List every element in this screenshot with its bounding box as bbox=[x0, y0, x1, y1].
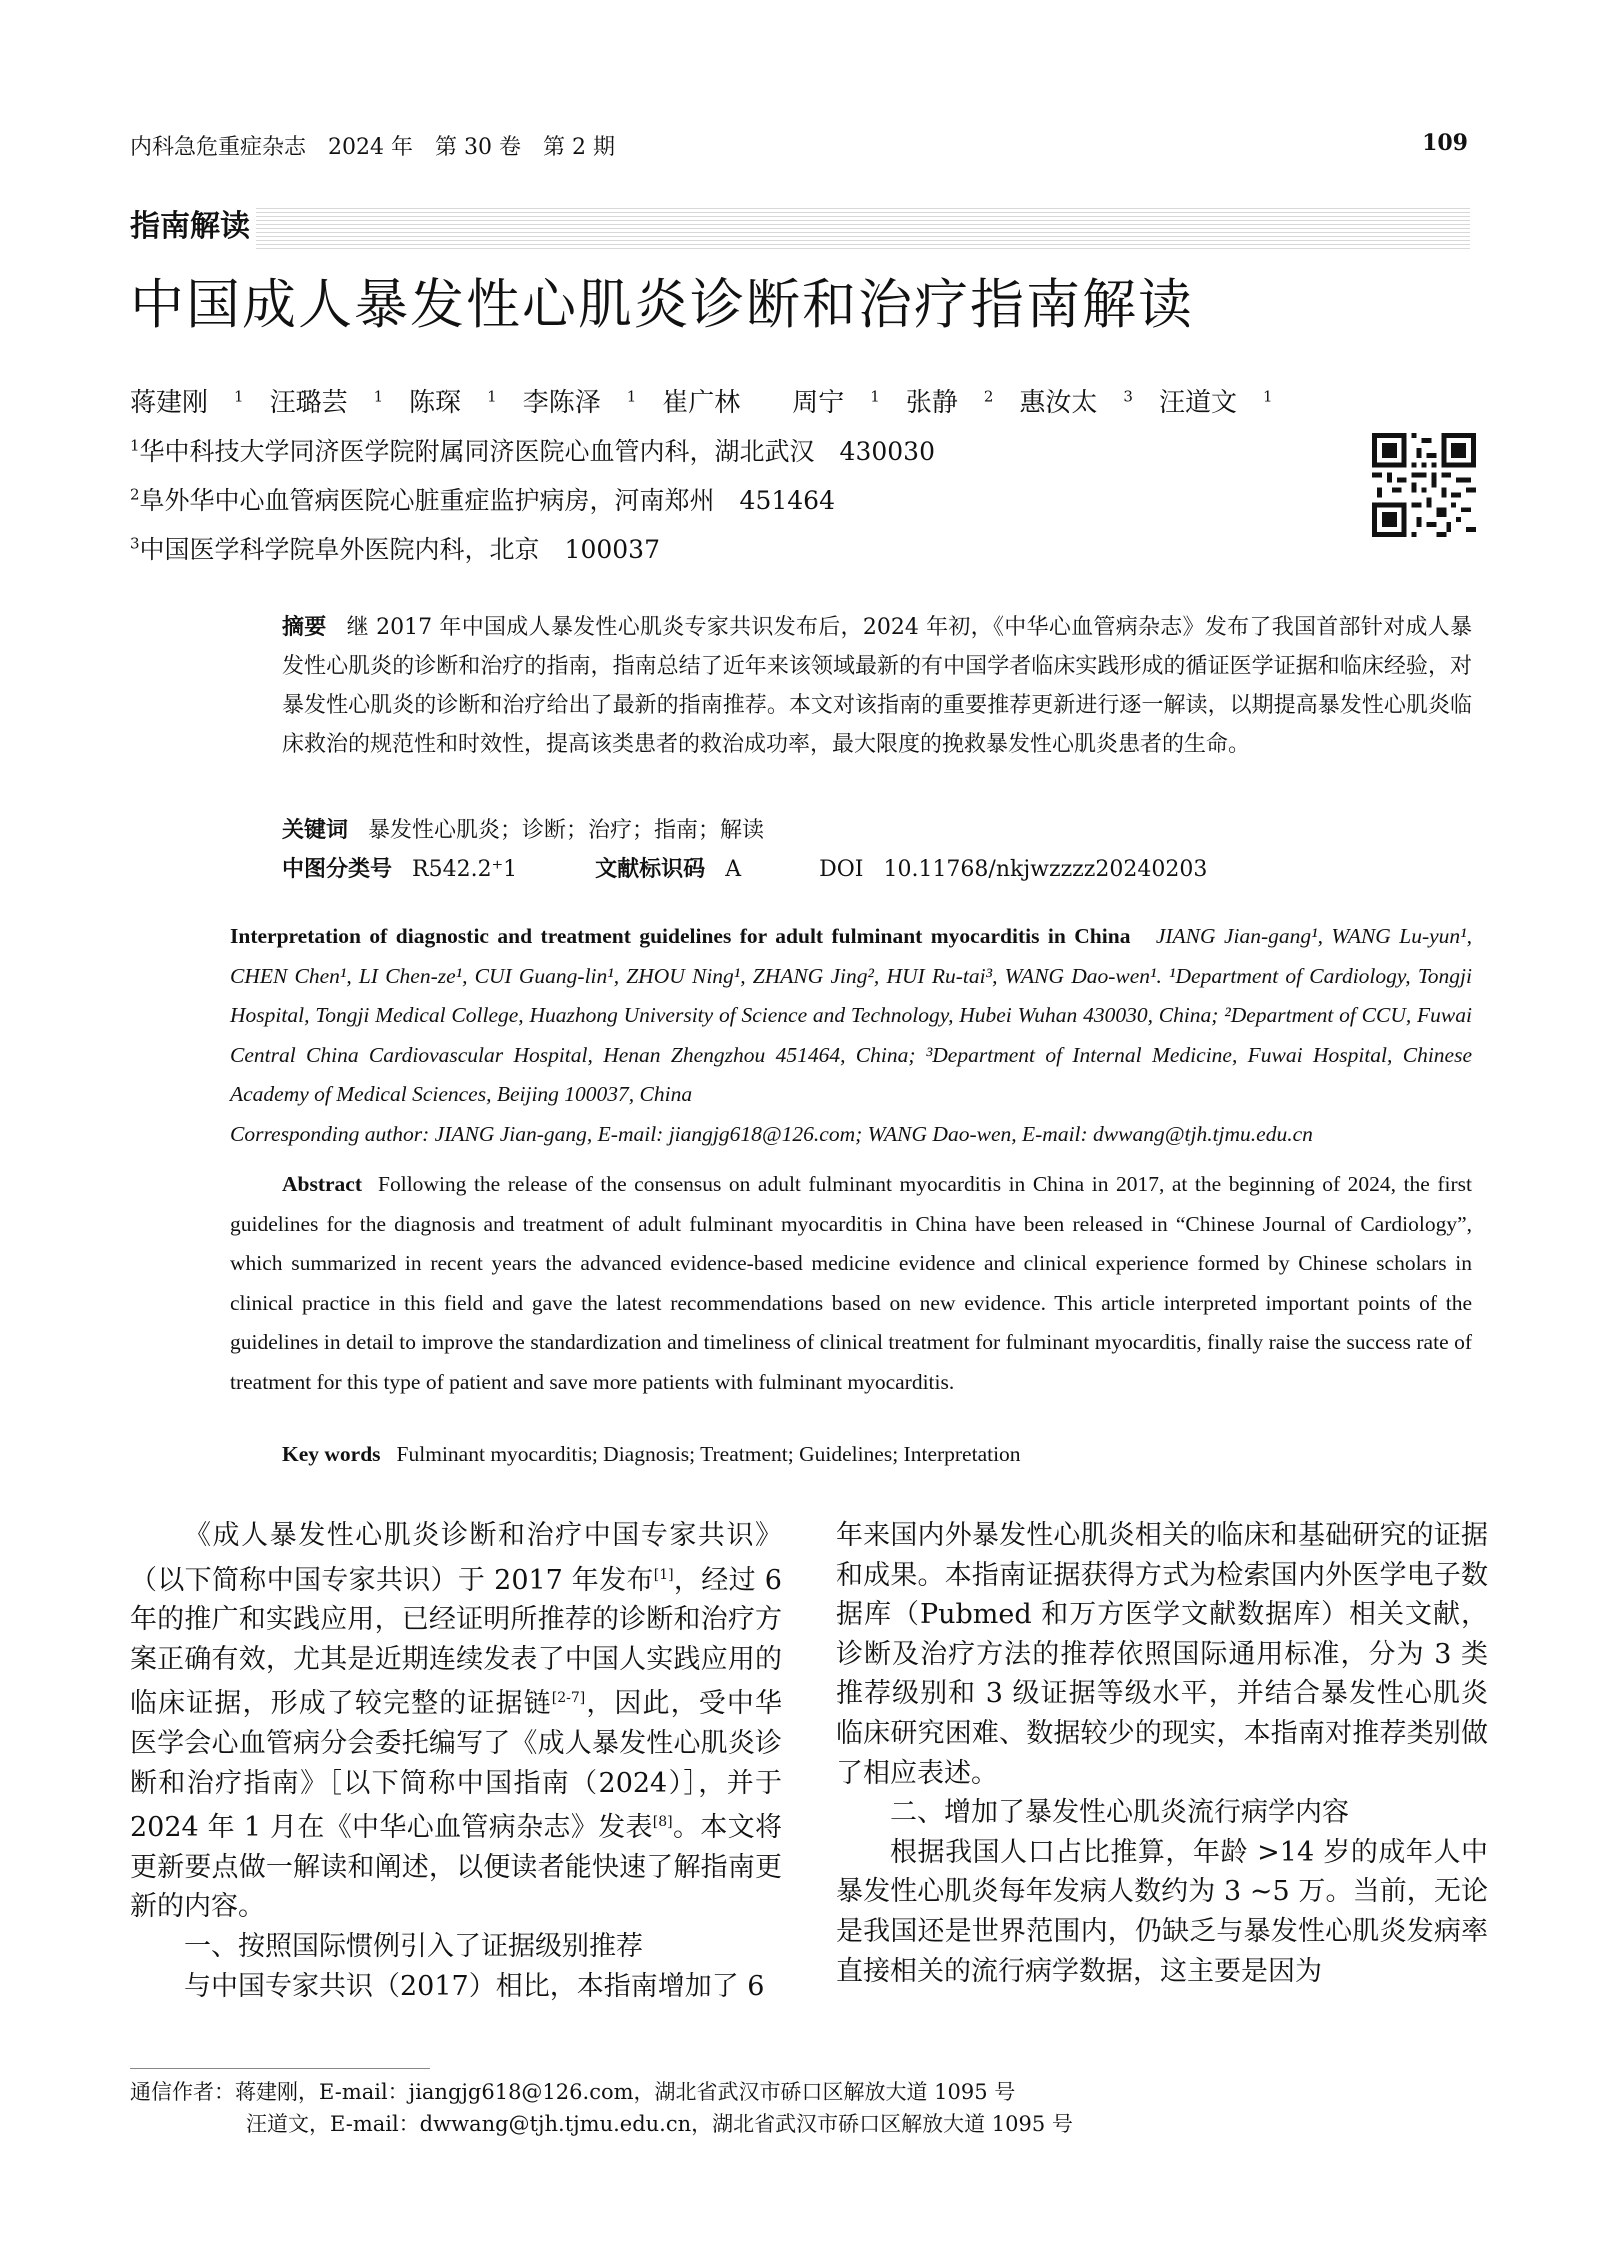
abstract-cn bbox=[282, 608, 1472, 764]
article-title: 中国成人暴发性心肌炎诊断和治疗指南解读 bbox=[130, 273, 1194, 336]
affiliation: $^3$中国医学科学院阜外医院内科，北京 100037 bbox=[130, 534, 660, 564]
footnote-corresponding-1: 通信作者：蒋建刚，E-mail：jiangjg618@126.com，湖北省武汉市硚口区解放大道 1095 号 bbox=[130, 2080, 1016, 2104]
keywords-cn: 关键词 暴发性心肌炎；诊断；治疗；指南；解读 bbox=[282, 818, 765, 843]
journal-header: 内科急危重症杂志 2024 年 第 30 卷 第 2 期 bbox=[130, 135, 615, 160]
author: 周宁 $^1$ bbox=[792, 387, 880, 418]
paragraph: 《成人暴发性心肌炎诊断和治疗中国专家共识》（以下简称中国专家共识）于 2017 年发布[1]，经过 6 年的推广和实践应用，已经证明所推荐的诊断和治疗方案正确有效，尤其是近期连续发表了中国人实践应用的临床证据，形成了较完整的证据链[2-7]，因此，受中华医学会心血管病分会委托编写了《成人暴发性心肌炎诊断和治疗指南》［以下简称中国指南（2024）］，并于 2024 年 1 月在《中华心血管病杂志》发表[8]。本文将更新要点做一解读和阐述，以便读者能快速了解指南更新的内容。 bbox=[130, 1520, 783, 1923]
paragraph: 根据我国人口占比推算，年龄 >14 岁的成年人中暴发性心肌炎每年发病人数约为 3 ~5 万。当前，无论是我国还是世界范围内，仍缺乏与暴发性心肌炎发病率直接相关的流行病学数据，这主要是因为 bbox=[836, 1836, 1488, 1987]
en-title-block bbox=[230, 917, 1472, 1154]
section-heading-1: 一、按照国际惯例引入了证据级别推荐 bbox=[184, 1930, 643, 1962]
paragraph: 年来国内外暴发性心肌炎相关的临床和基础研究的证据和成果。本指南证据获得方式为检索国内外医学电子数据库（Pubmed 和万方医学文献数据库）相关文献，诊断及治疗方法的推荐依照国际通用标准，分为 3 类推荐级别和 3 级证据等级水平，并结合暴发性心肌炎临床研究困难、数据较少的现实，本指南对推荐类别做了相应表述。 bbox=[836, 1520, 1488, 1789]
en-abstract-text: Following the release of the consensus on adult fulminant myocarditis in China in 2017, at the beginning of 2024, the first guidelines for the diagnosis and treatment of adult fulminant myocarditis in China have been released in “Chinese Journal of Cardiology”, which summarized in recent years the advanced evidence-based medicine evidence and clinical experience formed by Chinese scholars in clinical practice in this field and gave the latest recommendations based on new evidence. This article interpreted important points of the guidelines in detail to improve the standardization and timeliness of clinical treatment for fulminant myocarditis, finally raise the success rate of treatment for this type of patient and save more patients with fulminant myocarditis. bbox=[230, 1172, 1472, 1394]
page-number: 109 bbox=[1422, 130, 1468, 156]
body-right-column bbox=[836, 1516, 1488, 1991]
abstract-cn-label: 摘要 bbox=[282, 615, 327, 640]
en-abstract bbox=[230, 1165, 1472, 1402]
author: 崔广林 bbox=[662, 388, 741, 418]
en-title: Interpretation of diagnostic and treatment guidelines for adult fulminant myocarditis in China bbox=[230, 924, 1131, 948]
footnote-corresponding-2: 汪道文，E-mail：dwwang@tjh.tjmu.edu.cn，湖北省武汉市硚口区解放大道 1095 号 bbox=[246, 2112, 1073, 2136]
affiliation: $^2$阜外华中心血管病医院心脏重症监护病房，河南郑州 451464 bbox=[130, 485, 835, 515]
author: 张静 $^2$ bbox=[905, 387, 994, 418]
abstract-cn-text: 继 2017 年中国成人暴发性心肌炎专家共识发布后，2024 年初，《中华心血管病杂志》发布了我国首部针对成人暴发性心肌炎的诊断和治疗的指南，指南总结了近年来该领域最新的有中国学者临床实践形成的循证医学证据和临床经验，对暴发性心肌炎的诊断和治疗给出了最新的指南推荐。本文对该指南的重要推荐更新进行逐一解读，以期提高暴发性心肌炎临床救治的规范性和时效性，提高该类患者的救治成功率，最大限度的挽救暴发性心肌炎患者的生命。 bbox=[282, 615, 1472, 757]
affiliation: $^1$华中科技大学同济医学院附属同济医院心血管内科，湖北武汉 430030 bbox=[130, 436, 935, 466]
author-list bbox=[130, 382, 1299, 419]
author: 陈琛 $^1$ bbox=[409, 387, 497, 418]
classification-line: 中图分类号 R542.2⁺1 文献标识码 A DOI 10.11768/nkjwzzzz20240203 bbox=[282, 857, 1208, 882]
author: 李陈泽 $^1$ bbox=[522, 387, 637, 418]
en-abstract-label: Abstract bbox=[282, 1172, 363, 1196]
author: 汪道文 $^1$ bbox=[1158, 387, 1273, 418]
qr-code-icon[interactable] bbox=[1372, 433, 1476, 537]
section-band bbox=[130, 205, 1470, 249]
en-authors-affiliations: JIANG Jian-gang¹, WANG Lu-yun¹, CHEN Chen¹, LI Chen-ze¹, CUI Guang-lin¹, ZHOU Ning¹, ZHANG Jing², HUI Ru-tai³, WANG Dao-wen¹. ¹Department of Cardiology, Tongji Hospital, Tongji Medical College, Huazhong University of Science and Technology, Hubei Wuhan 430030, China; ²Department of CCU, Fuwai Central China Cardiovascular Hospital, Henan Zhengzhou 451464, China; ³Department of Internal Medicine, Fuwai Hospital, Chinese Academy of Medical Sciences, Beijing 100037, China bbox=[230, 924, 1473, 1106]
body-left-column bbox=[130, 1516, 782, 2006]
section-label: 指南解读 bbox=[130, 205, 256, 249]
paragraph: 与中国专家共识（2017）相比，本指南增加了 6 bbox=[184, 1970, 765, 2002]
author: 惠汝太 $^3$ bbox=[1019, 387, 1133, 418]
author: 汪璐芸 $^1$ bbox=[269, 387, 384, 418]
section-heading-2: 二、增加了暴发性心肌炎流行病学内容 bbox=[890, 1797, 1349, 1829]
en-corresponding: Corresponding author: JIANG Jian-gang, E-mail: jiangjg618@126.com; WANG Dao-wen, E-mail: dwwang@tjh.tjmu.edu.cn bbox=[230, 1121, 1313, 1146]
en-keywords: Key words Fulminant myocarditis; Diagnosis; Treatment; Guidelines; Interpretation bbox=[282, 1442, 1021, 1466]
author: 蒋建刚 $^1$ bbox=[130, 387, 244, 418]
footnote-rule bbox=[130, 2068, 430, 2069]
